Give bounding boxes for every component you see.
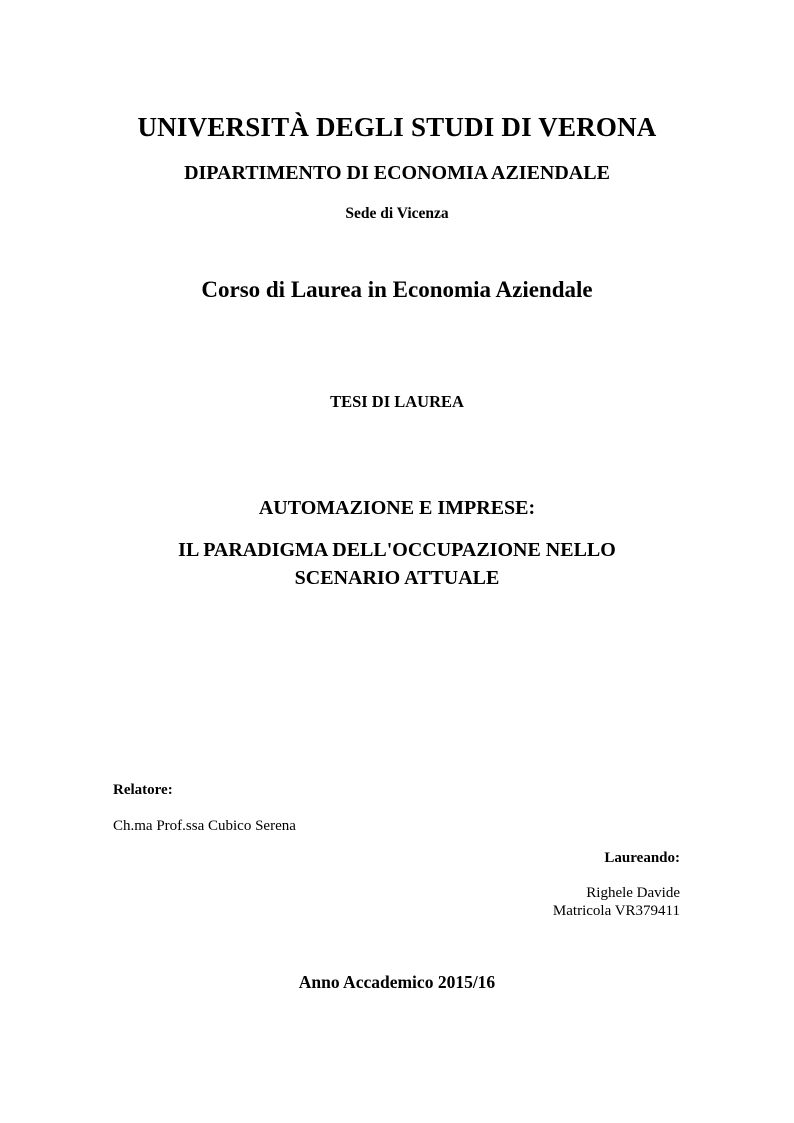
supervisor-label: Relatore: — [113, 782, 173, 798]
thesis-title-line-3: SCENARIO ATTUALE — [294, 567, 500, 589]
department-name: DIPARTIMENTO DI ECONOMIA AZIENDALE — [184, 162, 610, 184]
university-name: UNIVERSITÀ DEGLI STUDI DI VERONA — [137, 112, 657, 142]
candidate-label: Laureando: — [604, 850, 680, 866]
thesis-title-line-2: IL PARADIGMA DELL'OCCUPAZIONE NELLO — [178, 539, 616, 561]
degree-course: Corso di Laurea in Economia Aziendale — [201, 277, 593, 302]
student-id: Matricola VR379411 — [552, 903, 680, 919]
academic-year: Anno Accademico 2015/16 — [298, 972, 496, 992]
campus-location: Sede di Vicenza — [345, 205, 449, 222]
supervisor-name: Ch.ma Prof.ssa Cubico Serena — [113, 818, 296, 834]
candidate-name: Righele Davide — [586, 885, 680, 901]
thesis-title-line-1: AUTOMAZIONE E IMPRESE: — [258, 497, 536, 519]
document-type: TESI DI LAUREA — [330, 392, 464, 411]
